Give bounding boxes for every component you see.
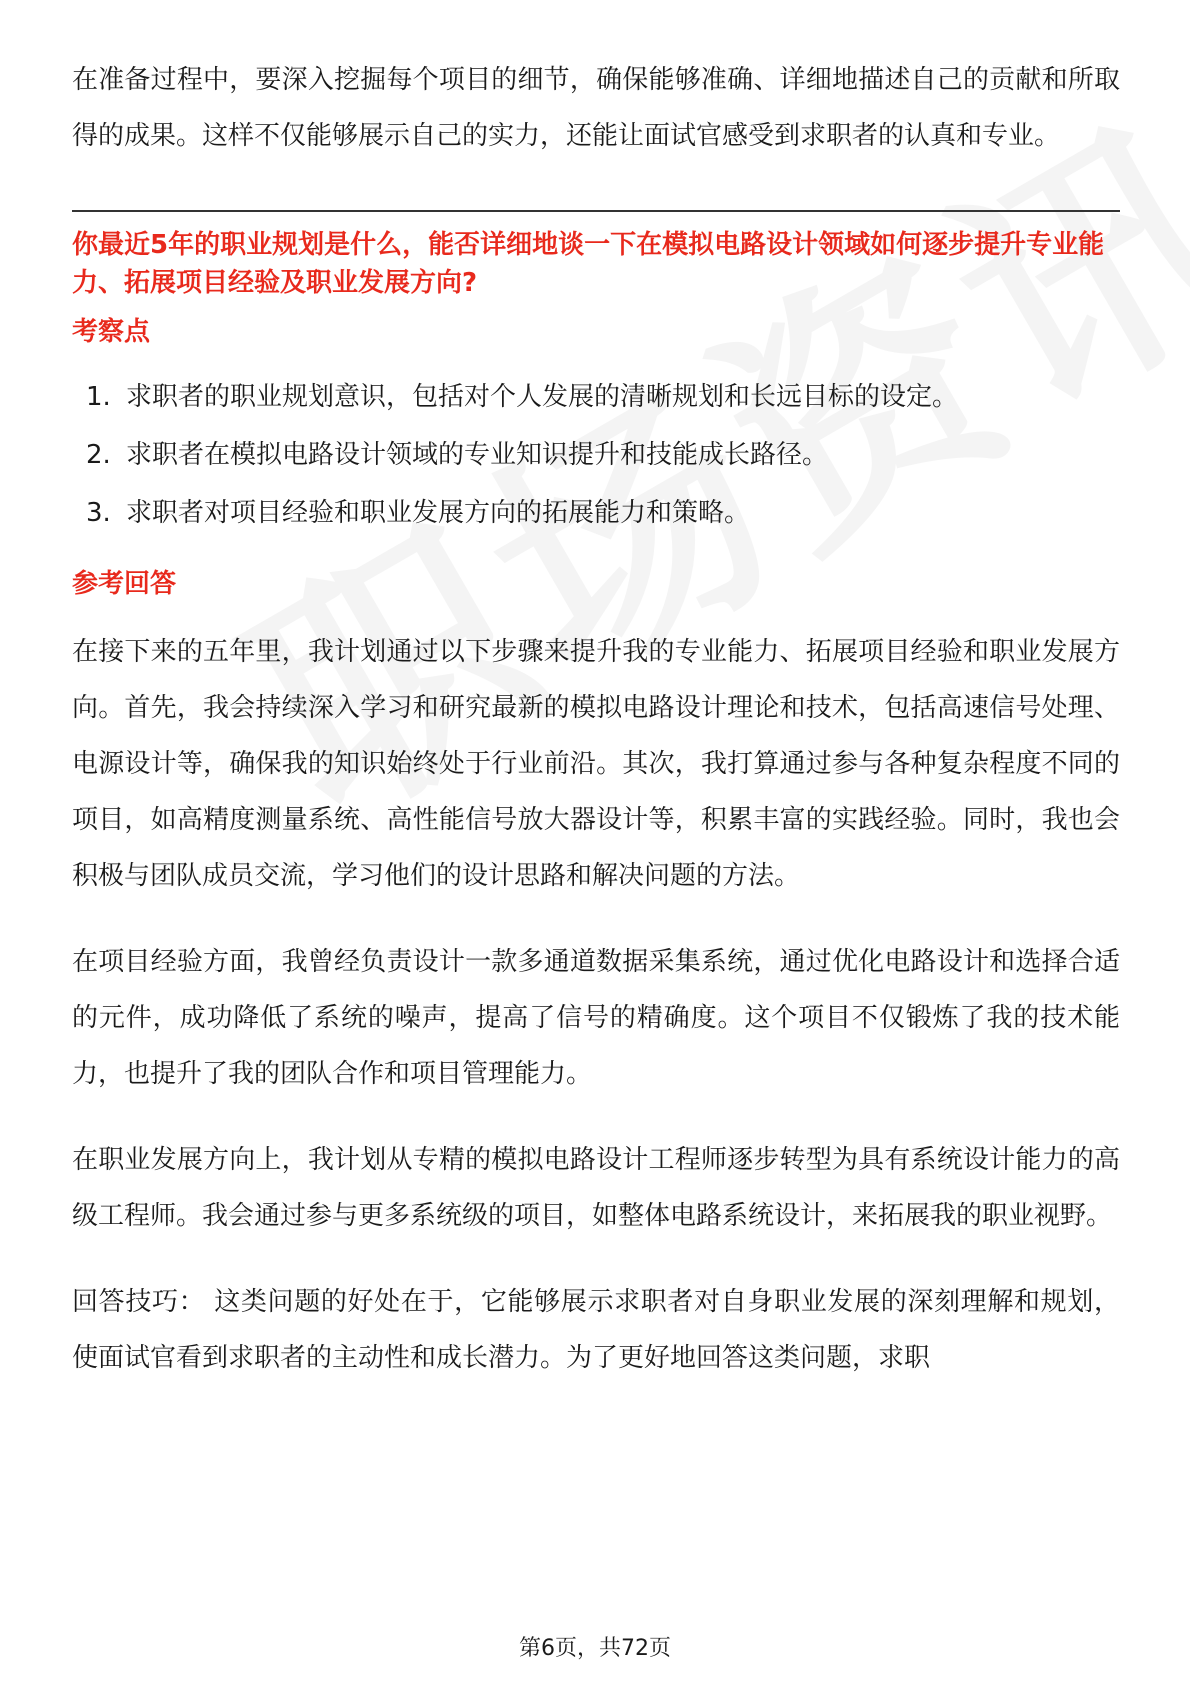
answer-paragraph: 在接下来的五年里，我计划通过以下步骤来提升我的专业能力、拓展项目经验和职业发展方向。首先，我会持续深入学习和研究最新的模拟电路设计理论和技术，包括高速信号处理、电源设计等，确保我的知识始终处于行业前沿。其次，我打算通过参与各种复杂程度不同的项目，如高精度测量系统、高性能信号放大器设计等，积累丰富的实践经验。同时，我也会积极与团队成员交流，学习他们的设计思路和解决问题的方法。 <box>72 637 1120 891</box>
list-item-text: 求职者的职业规划意识，包括对个人发展的清晰规划和长远目标的设定。 <box>126 382 959 412</box>
assessment-heading: 考察点 <box>72 317 151 347</box>
intro-paragraph: 在准备过程中，要深入挖掘每个项目的细节，确保能够准确、详细地描述自己的贡献和所取得的成果。这样不仅能够展示自己的实力，还能让面试官感受到求职者的认真和专业。 <box>72 65 1120 151</box>
list-item-text: 求职者对项目经验和职业发展方向的拓展能力和策略。 <box>126 498 751 528</box>
answer-paragraph: 在职业发展方向上，我计划从专精的模拟电路设计工程师逐步转型为具有系统设计能力的高级工程师。我会通过参与更多系统级的项目，如整体电路系统设计，来拓展我的职业视野。 <box>72 1145 1120 1231</box>
answer-tip-paragraph: 回答技巧： 这类问题的好处在于，它能够展示求职者对自身职业发展的深刻理解和规划，使面试官看到求职者的主动性和成长潜力。为了更好地回答这类问题，求职 <box>72 1287 1120 1373</box>
answer-heading: 参考回答 <box>72 569 177 599</box>
list-item-number: 3. <box>86 498 111 528</box>
section-divider <box>72 210 1120 212</box>
list-item <box>72 484 1120 542</box>
list-item <box>72 368 1120 426</box>
page-number: 第6页，共72页 <box>519 1636 671 1661</box>
list-item-number: 2. <box>86 440 111 470</box>
list-item-text: 求职者在模拟电路设计领域的专业知识提升和技能成长路径。 <box>126 440 829 470</box>
interview-question: 你最近5年的职业规划是什么，能否详细地谈一下在模拟电路设计领域如何逐步提升专业能力、拓展项目经验及职业发展方向? <box>72 230 1105 298</box>
assessment-list <box>72 368 1120 542</box>
list-item-number: 1. <box>86 382 111 412</box>
answer-paragraph: 在项目经验方面，我曾经负责设计一款多通道数据采集系统，通过优化电路设计和选择合适的元件，成功降低了系统的噪声，提高了信号的精确度。这个项目不仅锻炼了我的技术能力，也提升了我的团队合作和项目管理能力。 <box>72 947 1120 1089</box>
list-item <box>72 426 1120 484</box>
page-content <box>72 52 1120 1386</box>
